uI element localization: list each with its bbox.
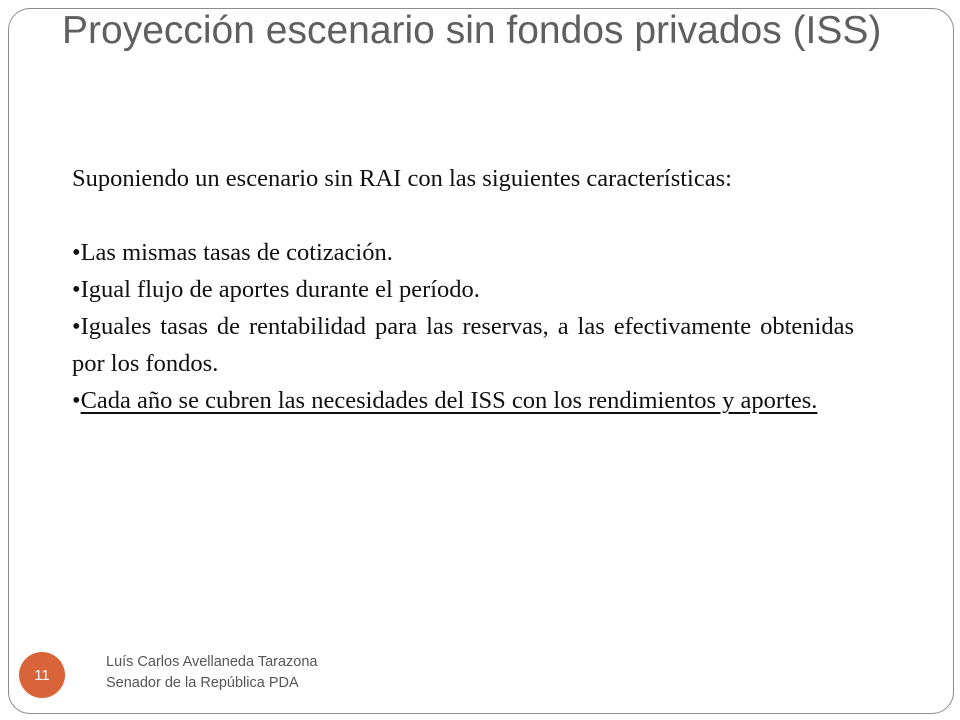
bullet-text-2: Igual flujo de aportes durante el período. [80, 276, 480, 303]
bullet-icon: • [72, 276, 81, 303]
slide-footer [106, 652, 317, 694]
footer-author: Luís Carlos Avellaneda Tarazona [106, 654, 318, 670]
page-number-badge: 11 [19, 652, 65, 698]
bullet-item-2 [72, 271, 854, 308]
footer-role: Senador de la República PDA [106, 675, 299, 691]
bullet-icon: • [72, 239, 81, 266]
bullet-text-1: Las mismas tasas de cotización. [80, 239, 393, 266]
bullet-text-4: Cada año se cubren las necesidades del ISS con los rendimientos y aportes. [80, 387, 818, 414]
bullet-icon: • [72, 313, 81, 340]
paragraph-spacer [72, 197, 854, 234]
bullet-item-3 [72, 308, 854, 382]
bullet-item-1 [72, 234, 854, 271]
bullet-text-3: Iguales tasas de rentabilidad para las reservas, a las efectivamente obtenidas por los fondos. [72, 313, 854, 377]
bullet-item-4 [72, 382, 854, 419]
slide-body [72, 160, 854, 419]
slide-title: Proyección escenario sin fondos privados (ISS) [62, 9, 882, 52]
bullet-icon: • [72, 387, 81, 414]
intro-paragraph: Suponiendo un escenario sin RAI con las siguientes características: [72, 165, 732, 192]
